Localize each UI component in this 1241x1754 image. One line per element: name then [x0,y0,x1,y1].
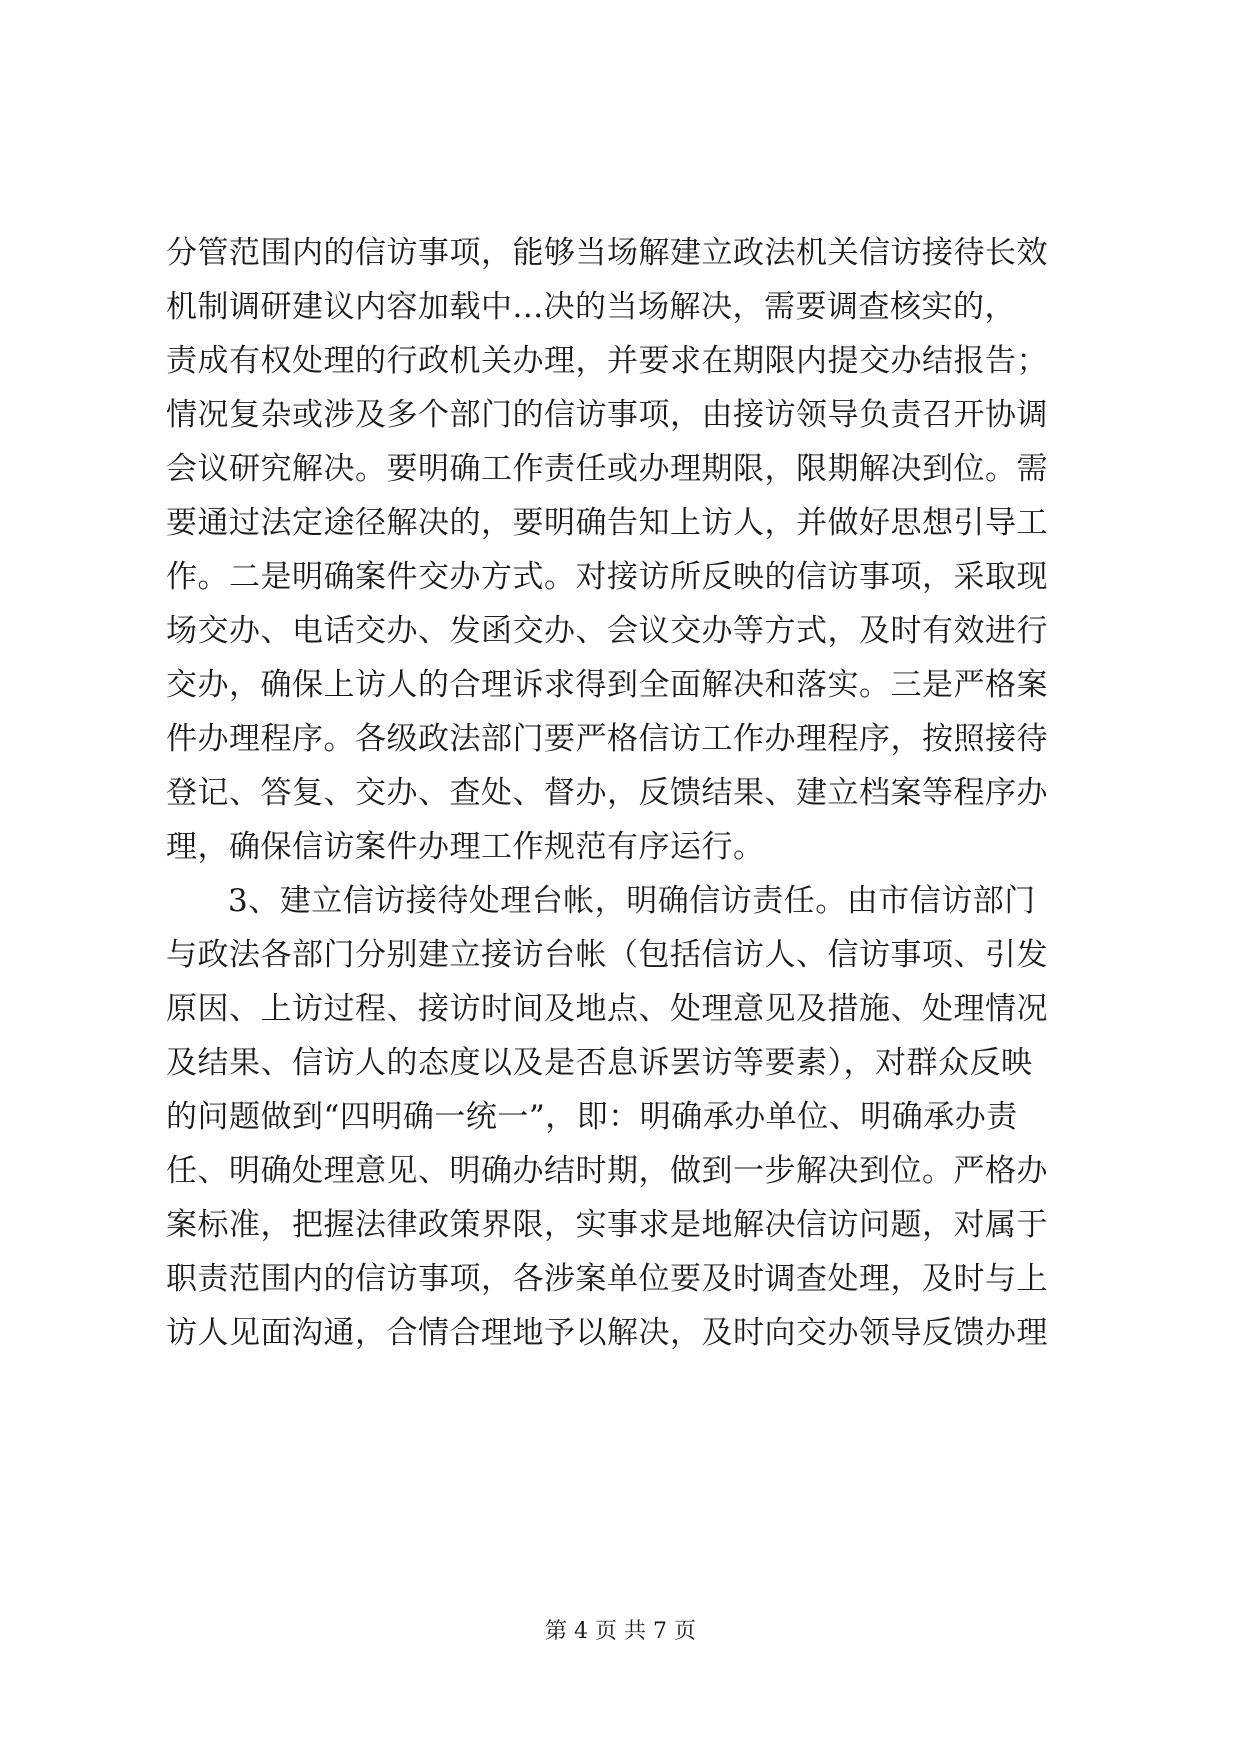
text-line: 会议研究解决。要明确工作责任或办理期限，限期解决到位。需 [166,451,1048,487]
text-line: 交办，确保上访人的合理诉求得到全面解决和落实。三是严格案 [166,667,1048,703]
page-number-footer: 第 4 页 共 7 页 [545,1619,696,1644]
text-line: 理，确保信访案件办理工作规范有序运行。 [166,829,765,865]
text-line: 要通过法定途径解决的，要明确告知上访人，并做好思想引导工 [166,505,1048,541]
text-line: 情况复杂或涉及多个部门的信访事项，由接访领导负责召开协调 [166,397,1048,433]
text-line: 职责范围内的信访事项，各涉案单位要及时调查处理，及时与上 [166,1261,1048,1297]
text-line: 原因、上访过程、接访时间及地点、处理意见及措施、处理情况 [166,991,1048,1027]
text-line: 案标准，把握法律政策界限，实事求是地解决信访问题，对属于 [166,1207,1048,1243]
text-line: 与政法各部门分别建立接访台帐（包括信访人、信访事项、引发 [166,937,1048,973]
text-line: 分管范围内的信访事项，能够当场解建立政法机关信访接待长效 [166,235,1048,271]
text-line-indented: 3、建立信访接待处理台帐，明确信访责任。由市信访部门 [228,883,1036,919]
text-line: 登记、答复、交办、查处、督办，反馈结果、建立档案等程序办 [166,775,1048,811]
text-line: 的问题做到“四明确一统一”，即：明确承办单位、明确承办责 [166,1099,1018,1135]
text-line: 机制调研建议内容加载中...决的当场解决，需要调查核实的， [166,289,1017,325]
text-line: 件办理程序。各级政法部门要严格信访工作办理程序，按照接待 [166,721,1048,757]
text-line: 任、明确处理意见、明确办结时期，做到一步解决到位。严格办 [166,1153,1048,1189]
text-line: 场交办、电话交办、发函交办、会议交办等方式，及时有效进行 [166,613,1048,649]
text-line: 访人见面沟通，合情合理地予以解决，及时向交办领导反馈办理 [166,1315,1048,1351]
text-line: 责成有权处理的行政机关办理，并要求在期限内提交办结报告； [166,343,1048,379]
text-line: 及结果、信访人的态度以及是否息诉罢访等要素），对群众反映 [166,1045,1033,1081]
text-line: 作。二是明确案件交办方式。对接访所反映的信访事项，采取现 [166,559,1048,595]
